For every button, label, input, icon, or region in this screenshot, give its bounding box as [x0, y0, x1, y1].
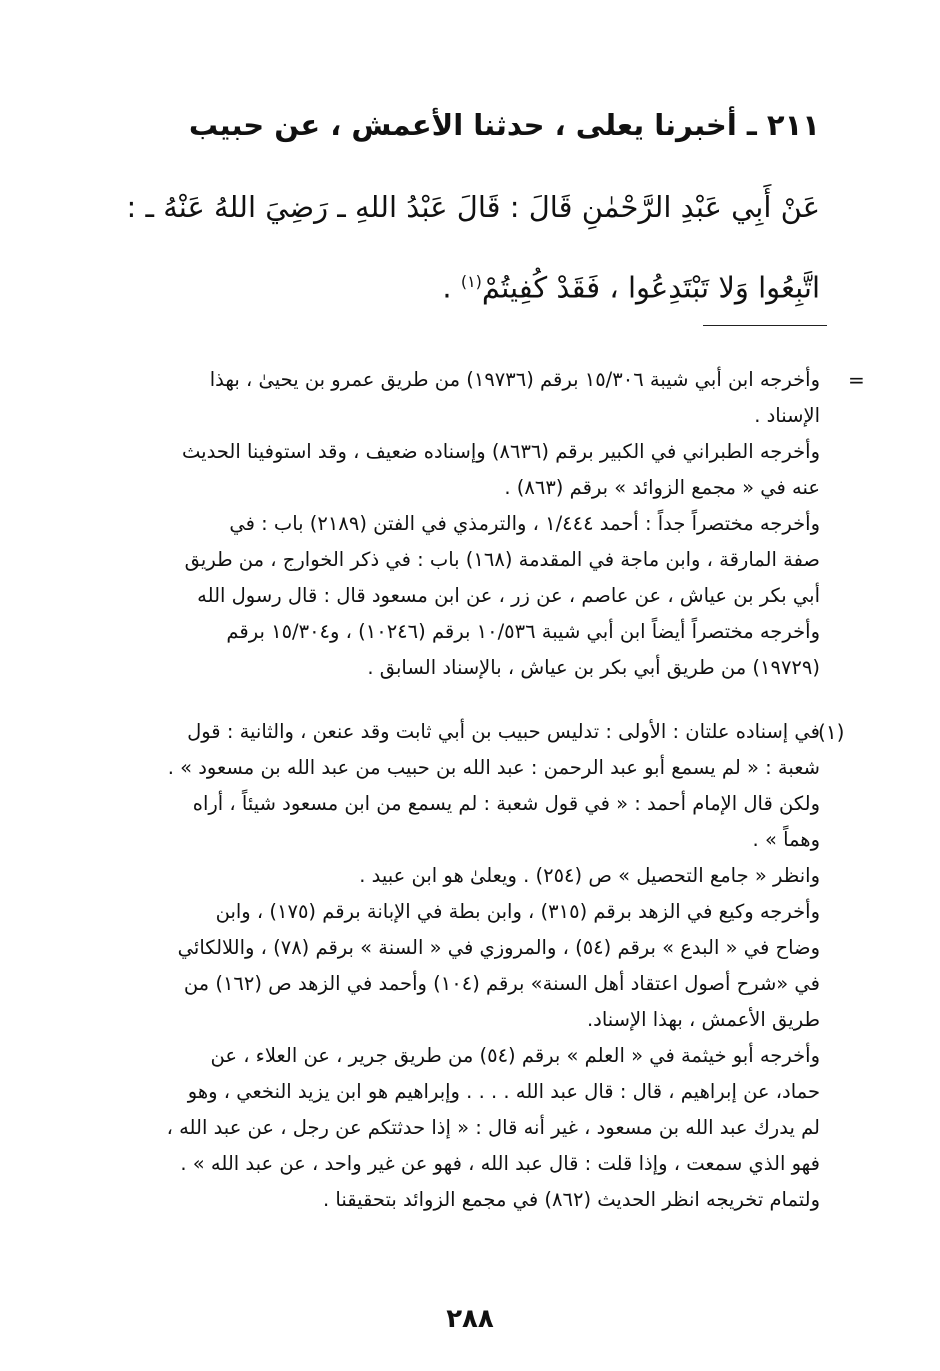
footnote-line: وضاح في « البدع » برقم (٥٤) ، والمروزي في « السنة » برقم (٧٨) ، واللالكائي	[177, 936, 820, 959]
footnote-line: حماد، عن إبراهيم ، قال : قال عبد الله . . . . وإبراهيم هو ابن يزيد النخعي ، وهو	[187, 1080, 820, 1103]
footnote-line: طريق الأعمش ، بهذا الإسناد.	[586, 1008, 820, 1031]
footnote-line: ولتمام تخريجه انظر الحديث (٨٦٢) في مجمع الزوائد بتحقيقنا .	[323, 1188, 820, 1211]
footnote-line: فهو الذي سمعت ، وإذا قلت : قال عبد الله ، فهو عن غير واحد ، عن عبد الله » .	[180, 1152, 820, 1175]
hadith-text-line	[100, 262, 820, 308]
footnote-line: ولكن قال الإمام أحمد : « في قول شعبة : لم يسمع من ابن مسعود شيئاً ، أراه	[192, 792, 820, 815]
footnote-line: لم يدرك عبد الله بن مسعود ، غير أنه قال : « إذا حدثتكم عن رجل ، عن عبد الله ،	[166, 1116, 820, 1139]
footnote-line: وأخرجه الطبراني في الكبير برقم (٨٦٣٦) وإسناده ضعيف ، وقد استوفينا الحديث	[182, 440, 820, 463]
footnote-1	[78, 714, 820, 1218]
footnote-line: في إسناده علتان : الأولى : تدليس حبيب بن أبي ثابت وقد عنعن ، والثانية : قول	[187, 720, 820, 743]
hadith-line-3-end: .	[442, 270, 461, 305]
hadith-header-line	[100, 105, 820, 145]
footnote-line: وانظر « جامع التحصيل » ص (٢٥٤) . ويعلىٰ هو ابن عبيد .	[359, 864, 820, 887]
hadith-line-3: اتَّبِعُوا وَلا تَبْتَدِعُوا ، فَقَدْ كُفِيتُمْ	[481, 270, 820, 305]
footnote-line: شعبة : « لم يسمع أبو عبد الرحمن : عبد الله بن حبيب من عبد الله بن مسعود » .	[167, 756, 820, 779]
footnote-1-marker: (١)	[818, 720, 845, 744]
footnote-line: وأخرجه مختصراً جداً : أحمد ١/٤٤٤ ، والترمذي في الفتن (٢١٨٩) باب : في	[229, 512, 820, 535]
footnote-line: عنه في « مجمع الزوائد » برقم (٨٦٣) .	[504, 476, 820, 499]
hadith-chain-line	[100, 187, 820, 227]
footnote-line: وأخرجه وكيع في الزهد برقم (٣١٥) ، وابن بطة في الإبانة برقم (١٧٥) ، وابن	[215, 900, 820, 923]
footnote-continuation	[78, 362, 820, 686]
footnote-line: الإسناد .	[754, 404, 820, 427]
hadith-line-2: عَنْ أَبِي عَبْدِ الرَّحْمٰنِ قَالَ : قَالَ عَبْدُ اللهِ ـ رَضِيَ اللهُ عَنْهُ ـ :	[126, 190, 820, 224]
page-number: ٢٨٨	[446, 1304, 494, 1334]
footnote-line: وأخرجه أبو خيثمة في « العلم » برقم (٥٤) من طريق جرير ، عن العلاء ، عن	[210, 1044, 820, 1067]
footnote-line: (١٩٧٢٩) من طريق أبي بكر بن عياش ، بالإسناد السابق .	[367, 656, 820, 679]
continuation-marker: =	[848, 368, 865, 392]
footnote-line: أبي بكر بن عياش ، عن عاصم ، عن زر ، عن ابن مسعود قال : قال رسول الله	[197, 584, 820, 607]
footnote-line: وأخرجه ابن أبي شيبة ١٥/٣٠٦ برقم (١٩٧٣٦) من طريق عمرو بن يحيىٰ ، بهذا	[209, 368, 820, 391]
footnote-divider	[703, 325, 827, 326]
footnote-line: وهماً » .	[752, 828, 820, 851]
footnote-line: صفة المارقة ، وابن ماجة في المقدمة (١٦٨) باب : في ذكر الخوارج ، من طريق	[184, 548, 820, 571]
footnote-reference[interactable]: (١)	[460, 272, 482, 291]
footnote-line: وأخرجه مختصراً أيضاً ابن أبي شيبة ١٠/٥٣٦ برقم (١٠٢٤٦) ، و١٥/٣٠٤ برقم	[226, 620, 820, 643]
hadith-line-1: ٢١١ ـ أخبرنا يعلى ، حدثنا الأعمش ، عن حبيب	[188, 108, 820, 142]
footnote-line: في «شرح أصول اعتقاد أهل السنة» برقم (١٠٤) وأحمد في الزهد ص (١٦٢) من	[183, 972, 820, 995]
